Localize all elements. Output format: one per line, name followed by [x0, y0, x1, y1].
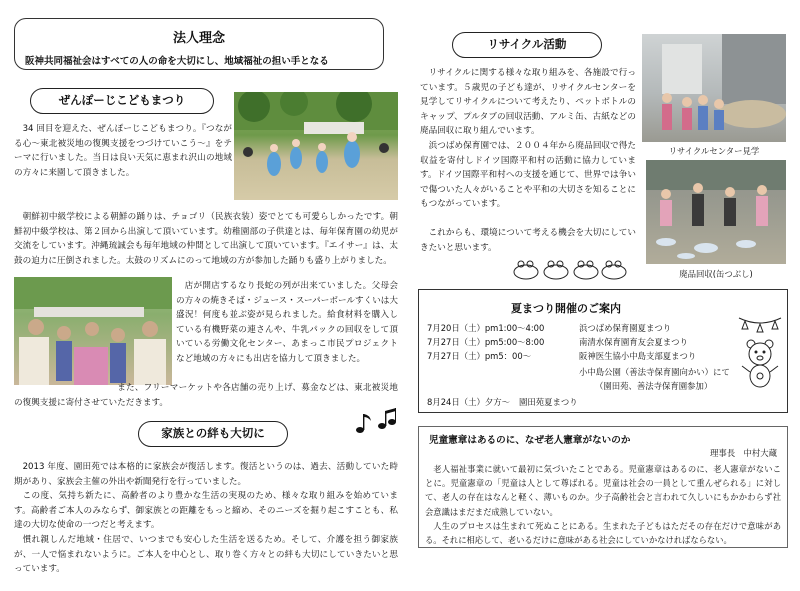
festival-dance-photo: [234, 92, 398, 200]
music-notes-icon: [352, 408, 396, 438]
festival-paragraph-4: また、フリーマーケットや各店舗の売り上げ、募金などは、東北被災地の復興支援に寄付させていただきます。: [14, 383, 398, 408]
festival-stall-photo: [14, 277, 172, 385]
can-crushing-caption: 廃品回収(缶つぶし): [679, 269, 753, 279]
family-heading: 家族との絆も大切に: [138, 421, 288, 447]
festival-paragraph-2: 朝鮮初中級学校による朝鮮の踊りは、チョゴリ（民族衣装）姿でとても可愛らしかったです。朝鮮初中級学校は、第２回から出演して頂いています。幼稚園部の子供達とは、毎年保育園の幼児が交流をしています。沖縄琉誠会も毎年地域の仲間として出演して頂いています。『エイサー』は、太鼓の迫力に圧倒されました。太鼓のリズムにのって地域の方が参加した踊りも盛り上がりました。: [14, 212, 398, 266]
family-paragraph-1: 2013 年度、園田苑では本格的に家族会が復活します。復活というのは、過去、活動していた時期があり、家族会主催の外出や新聞発行を行っていました。: [14, 462, 398, 487]
summer-row-2-place: 南清水保育園育友会夏まつり: [579, 337, 688, 347]
summer-row-1: [427, 322, 737, 334]
bear-lantern-illustration: [737, 312, 783, 390]
essay-body: [425, 462, 781, 547]
philosophy-title: 法人理念: [172, 31, 225, 46]
festival-heading: ぜんぽーじこどもまつり: [30, 88, 214, 114]
essay-paragraph-2: 人生のプロセスは生まれて死ぬことにある。生まれた子どもはただその存在だけで意味がある。それに相応して、老いるだけに意味がある社会にしていかなければならない。: [425, 520, 781, 546]
summer-festival-box: [418, 289, 788, 413]
summer-row-2: [427, 336, 737, 348]
festival-paragraph-3: 店が開店するなり長蛇の列が出来ていました。父母会の方々の焼きそば・ジュース・スーパーボールすくいは大盛況！何度も並ぶ姿が見られました。給食材料を購入している有機野菜の連さんや、牛乳パックの回収をして頂いている労働文化センター、あまっこ市民プロジェクトなど地域の方々にも出店を協力して頂きました。: [176, 281, 398, 364]
summer-row-3-place: 阪神医生協小中島支部夏まつり: [579, 351, 697, 361]
festival-body-top: [14, 122, 232, 180]
recycle-paragraph-1: リサイクルに関する様々な取り組みを、各施設で行っています。５歳児の子ども達が、リサイクルセンターを見学してリサイクルについて考えたり、ペットボトルのキャップ、プルタブの回収活動、アルミ缶、古紙などの廃品回収に取り組んでいます。: [420, 68, 636, 137]
festival-paragraph-1: 34 回目を迎えた、ぜんぽーじこどもまつり。『つながる心～東北被災地の復興支援をつづけていこう～』をテーマに行いました。当日は良い天気に恵まれ沢山の地域の方々に来園して頂きました。: [14, 124, 232, 178]
essay-author: 理事長 中村大蔵: [710, 448, 777, 458]
can-crushing-photo: [646, 160, 786, 264]
summer-row-1-place: 浜つばめ保育園夏まつり: [579, 323, 672, 333]
family-body: [14, 460, 398, 577]
summer-row-3: [427, 350, 747, 362]
festival-body-stalls: [176, 279, 398, 367]
recycle-heading: リサイクル活動: [452, 32, 602, 58]
festival-body-mid: [14, 210, 398, 268]
summer-row-2-date: 7月27日（土）pm5:00～8:00: [427, 337, 545, 347]
summer-row-1-date: 7月20日（土）pm1:00～4:00: [427, 323, 545, 333]
summer-row-3-participants: （園田苑、善法寺保育園参加）: [595, 381, 713, 391]
essay-box: [418, 426, 788, 548]
summer-festival-title: 夏まつり開催のご案内: [511, 302, 621, 315]
recycle-center-caption: リサイクルセンター見学: [668, 146, 760, 156]
frogs-illustration: [510, 252, 628, 282]
recycle-body: [420, 66, 636, 255]
philosophy-box: [14, 18, 384, 70]
essay-title: 児童憲章はあるのに、なぜ老人憲章がないのか: [429, 435, 631, 446]
summer-row-3-date: 7月27日（土）pm5：00～: [427, 351, 532, 361]
summer-row-4: [427, 396, 737, 408]
essay-paragraph-1: 老人福祉事業に就いて最初に気づいたことである。児童憲章はあるのに、老人憲章がないことに。児童憲章の「児童は人として尊ばれる。児童は社会の一員として重んぜられる」に対して、老人の存在はなんと軽く、薄いものか。少子高齢社会と言われて久しいにもかかわらず社会意識はまだまだ成熟していない。: [425, 464, 781, 517]
recycle-paragraph-2: 浜つばめ保育園では、２００４年から廃品回収で得た収益を寄付しドイツ国際平和村の活動に協力しています。ドイツ国際平和村への支援を通じて、世界では争いで傷ついた人々がいることや平和の大切さを知ることにもつながっています。: [420, 140, 636, 210]
festival-body-bottom: [14, 381, 398, 410]
family-paragraph-3: 慣れ親しんだ地域・住居で、いつまでも安心した生活を送るため。そして、介護を担う御家族が、一人で悩まれないように。ご本人を中心とし、取り巻く方々との絆も大切にしていきたいと思っています。: [14, 534, 398, 575]
recycle-center-photo: [642, 34, 786, 142]
summer-row-4-date: 8月24日（土）夕方～: [427, 397, 510, 407]
philosophy-motto: 阪神共同福祉会はすべての人の命を大切にし、地域福祉の担い手となる: [25, 56, 329, 67]
summer-row-4-place: 園田苑夏まつり: [519, 397, 578, 407]
family-paragraph-2: この度、気持ち新たに、高齢者のより豊かな生活の実現のため、様々な取り組みを始めています。高齢者ご本人のみならず、御家族との距離をもっと縮め、そのニーズを掘り起こすことも、私達の大切な使命の一つだと考えます。: [14, 491, 398, 531]
recycle-paragraph-3: これからも、環境について考える機会を大切にしていきたいと思います。: [420, 227, 636, 253]
summer-row-3-venue: 小中島公園（善法寺保育園向かい）にて: [579, 367, 730, 377]
